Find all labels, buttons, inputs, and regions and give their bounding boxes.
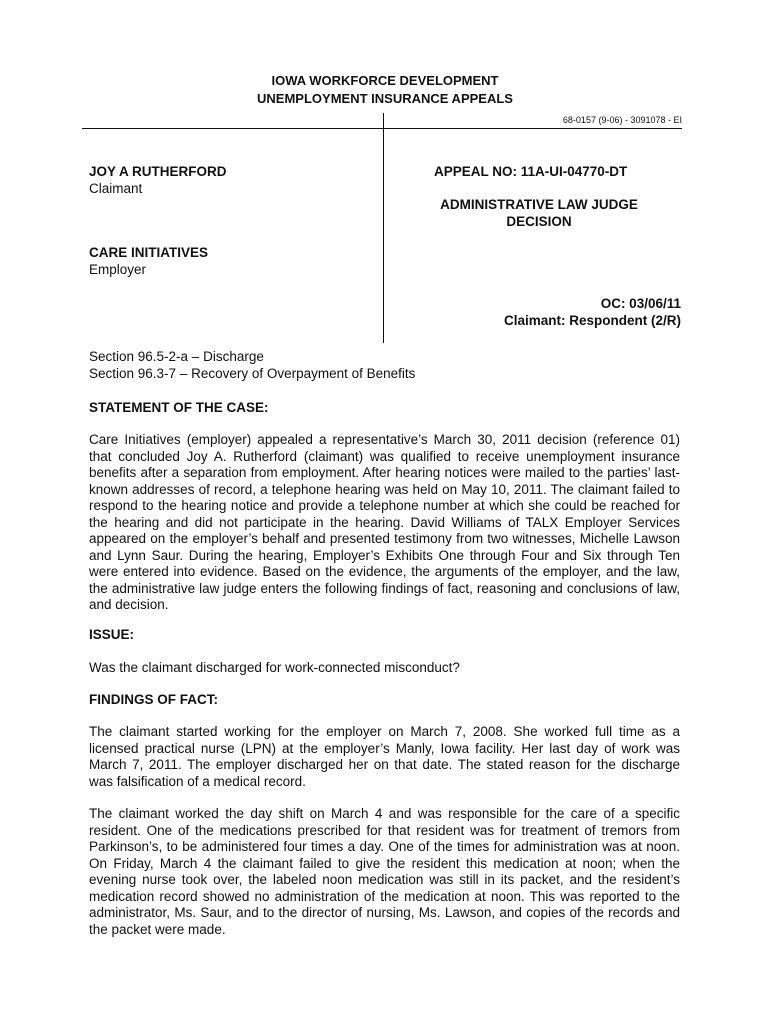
claimant-name: JOY A RUTHERFORD xyxy=(89,164,227,179)
employer-block xyxy=(89,244,208,278)
form-code: 68-0157 (9-06) - 3091078 - EI xyxy=(562,115,682,125)
claimant-label: Claimant xyxy=(89,181,143,196)
claimant-status: Claimant: Respondent (2/R) xyxy=(503,313,681,328)
findings-paragraph-2: The claimant worked the day shift on March 4 and was responsible for the care of a specific resident. One of the medications prescribed for that resident was for treatment of tremors from Parkinson’s, to be administered four times a day. One of the times for administration was at noon. On Friday, March 4 the claimant failed to give the resident this medication at noon; when the evening nurse took over, the labeled noon medication was still in its packet, and the resident’s medication record showed no administration of the medication at noon. This was reported to the administrator, Ms. Saur, and to the director of nursing, Ms. Lawson, and copies of the records and the packet were made. xyxy=(89,806,680,937)
agency-name: IOWA WORKFORCE DEVELOPMENT xyxy=(271,73,499,88)
oc-block xyxy=(504,295,681,329)
decision-title-line1: ADMINISTRATIVE LAW JUDGE xyxy=(440,197,638,212)
section-line: Section 96.3-7 – Recovery of Overpayment of Benefits xyxy=(89,365,416,381)
agency-division: UNEMPLOYMENT INSURANCE APPEALS xyxy=(257,91,513,106)
employer-name: CARE INITIATIVES xyxy=(89,245,209,260)
appeal-number: APPEAL NO: 11A-UI-04770-DT xyxy=(434,164,628,179)
decision-title-line2: DECISION xyxy=(506,214,572,229)
oc-date: OC: 03/06/11 xyxy=(600,296,681,311)
sections-list xyxy=(89,349,680,382)
column-divider xyxy=(383,113,384,343)
statement-paragraph: Care Initiatives (employer) appealed a representative’s March 30, 2011 decision (reference 01) that concluded Joy A. Rutherford (claimant) was qualified to receive unemployment insurance benefits after a separation from employment. After hearing notices were mailed to the parties’ last-known addresses of record, a telephone hearing was held on May 10, 2011. The claimant failed to respond to the hearing notice and provide a telephone number at which she could be reached for the hearing and did not participate in the hearing. David Williams of TALX Employer Services appeared on the employer’s behalf and presented testimony from two witnesses, Michelle Lawson and Lynn Saur. During the hearing, Employer’s Exhibits One through Four and Six through Ten were entered into evidence. Based on the evidence, the arguments of the employer, and the law, the administrative law judge enters the following findings of fact, reasoning and conclusions of law, and decision. xyxy=(89,432,680,612)
issue-heading: ISSUE: xyxy=(89,627,135,642)
statement-heading: STATEMENT OF THE CASE: xyxy=(89,400,269,415)
section-line: Section 96.5-2-a – Discharge xyxy=(89,349,264,364)
claimant-block xyxy=(89,163,227,197)
employer-label: Employer xyxy=(89,262,147,277)
issue-paragraph: Was the claimant discharged for work-connected misconduct? xyxy=(89,660,460,675)
header-divider xyxy=(82,128,682,129)
findings-paragraph-1: The claimant started working for the employer on March 7, 2008. She worked full time as a licensed practical nurse (LPN) at the employer’s Manly, Iowa facility. Her last day of work was March 7, 2011. The employer discharged her on that date. The stated reason for the discharge was falsification of a medical record. xyxy=(89,724,680,789)
findings-heading: FINDINGS OF FACT: xyxy=(89,692,218,707)
decision-title xyxy=(434,196,644,230)
